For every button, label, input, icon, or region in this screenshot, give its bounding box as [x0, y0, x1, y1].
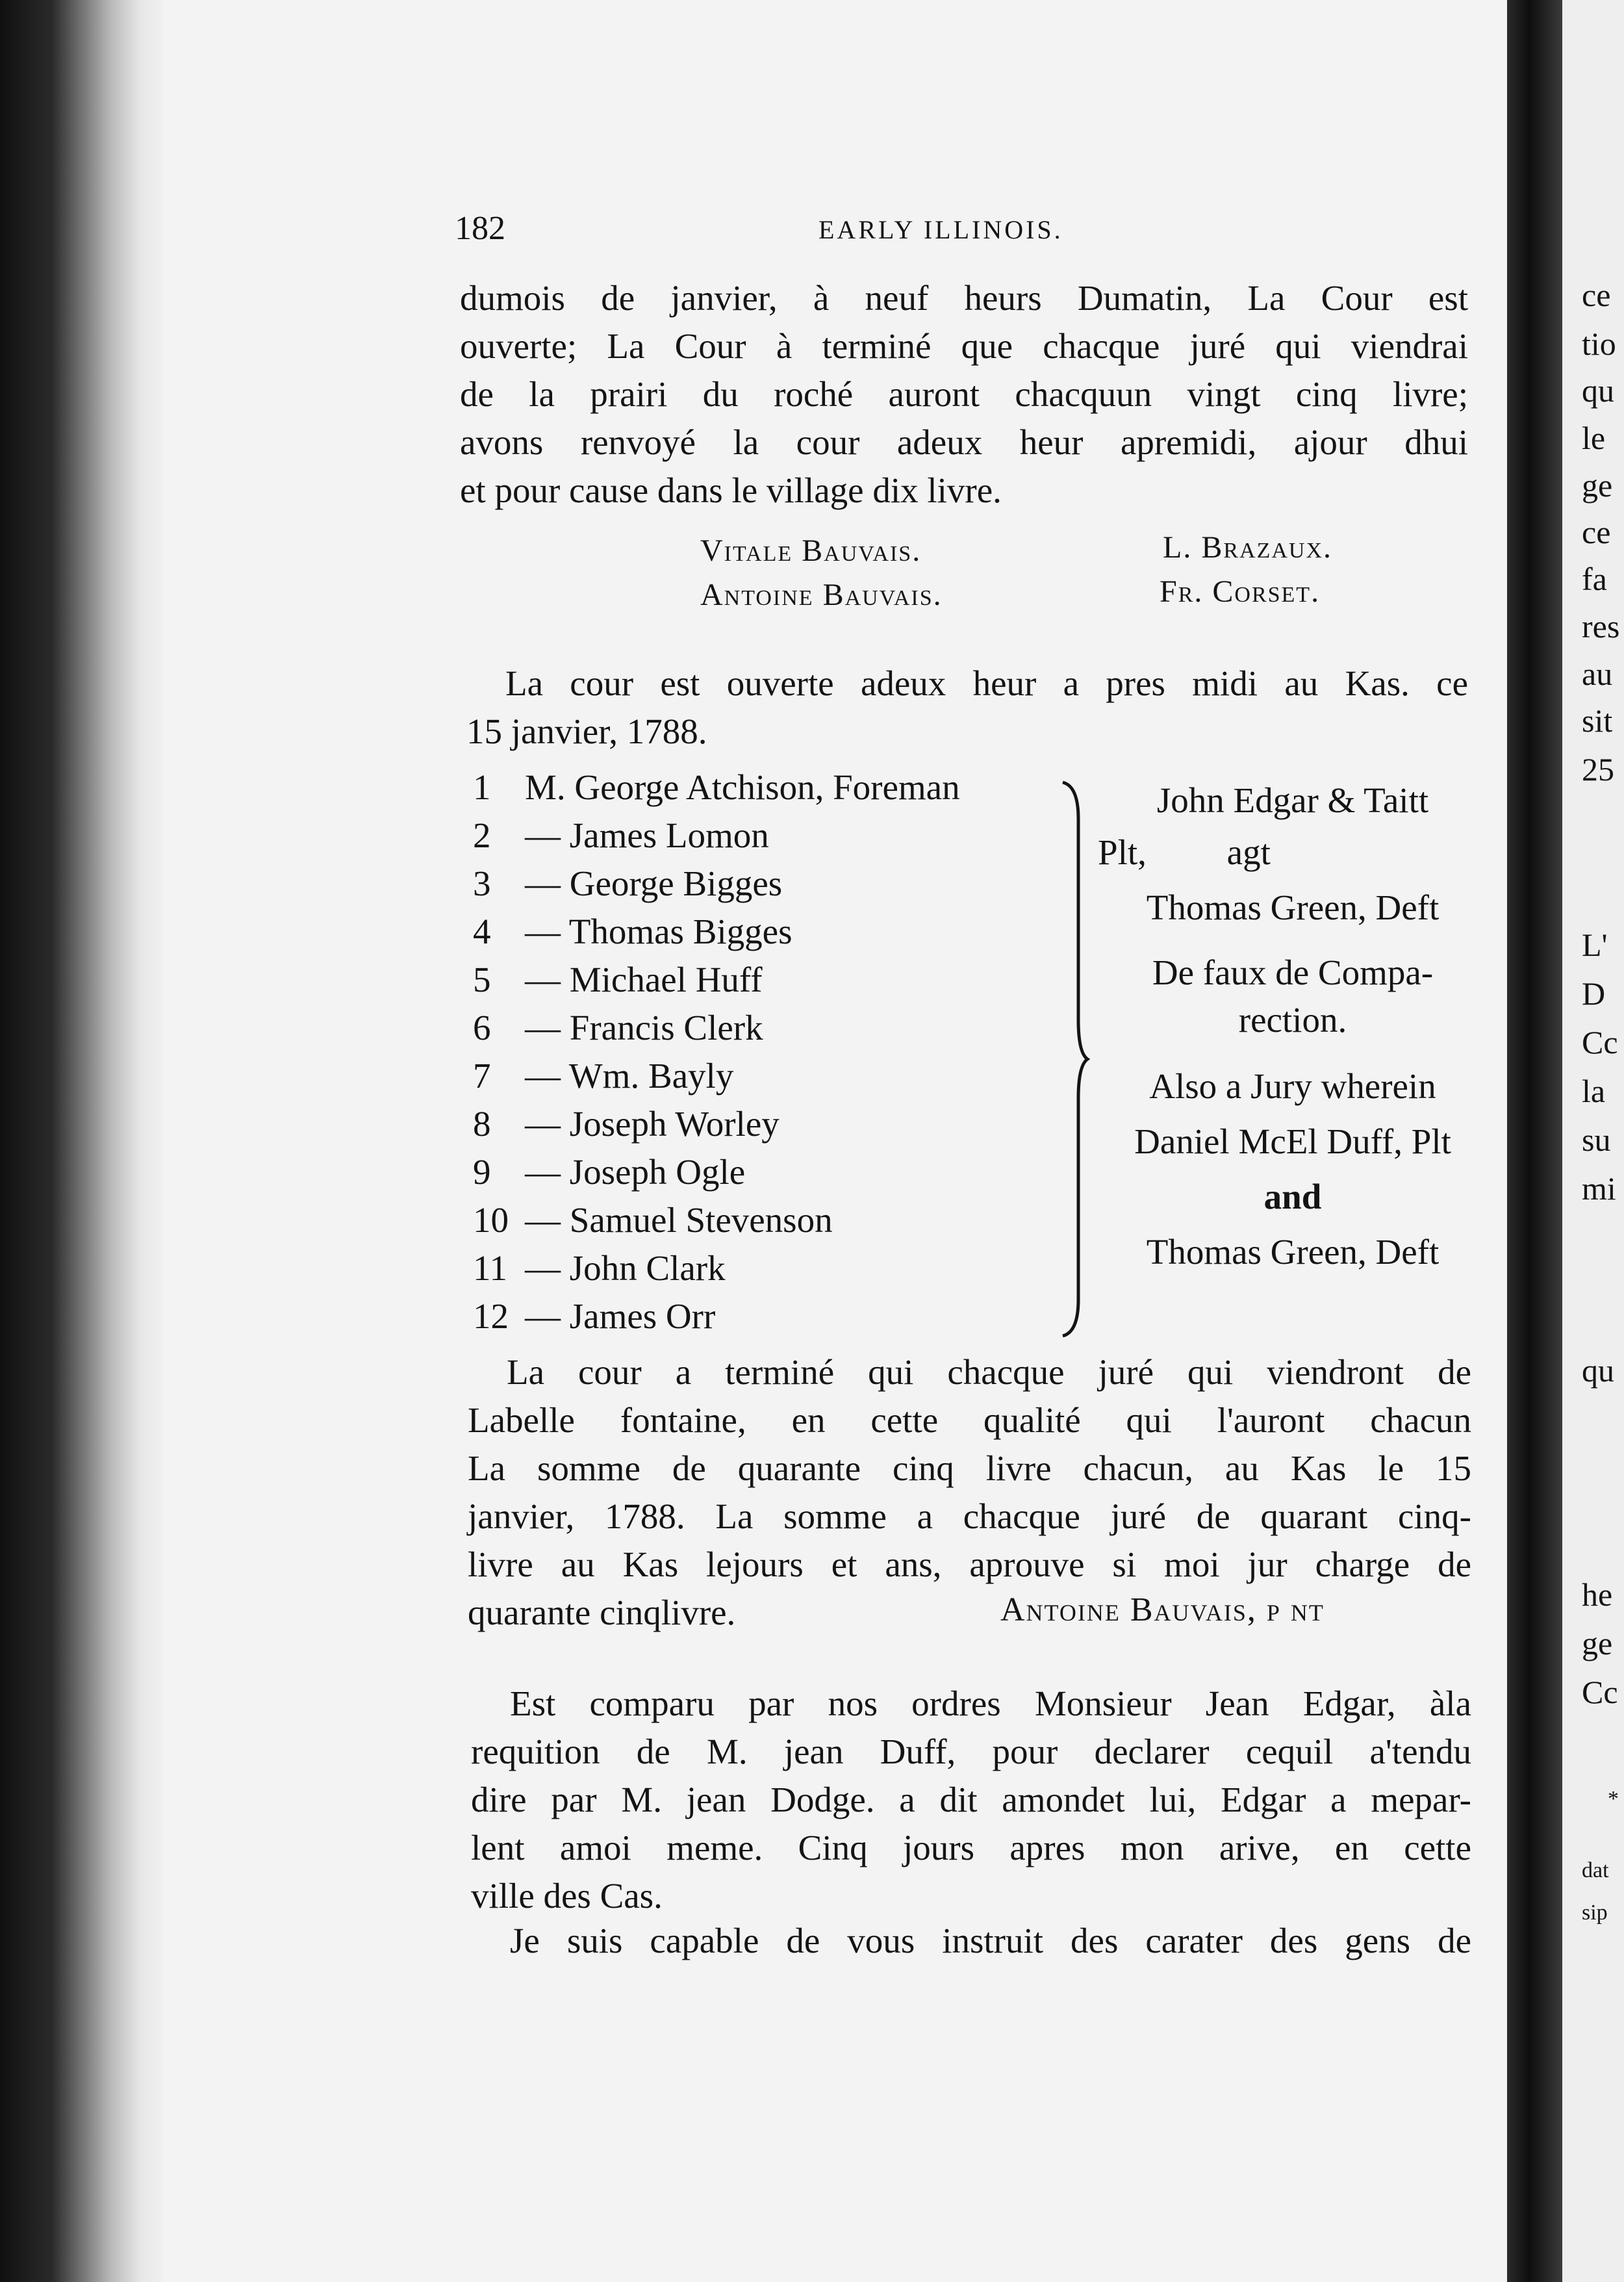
- text-line: de la prairi du roché auront chacquun vingt cinq livre;: [460, 374, 1468, 414]
- adjacent-text-fragment: L': [1582, 927, 1608, 963]
- paragraph-1: [460, 274, 1468, 515]
- juror-name: — James Lomon: [525, 815, 769, 855]
- signature-antoine-bauvais-president: Antoine Bauvais, p nt: [1000, 1591, 1325, 1628]
- juror-number: 6: [473, 1008, 491, 1047]
- juror-row: [473, 1199, 833, 1245]
- juror-row: [473, 1103, 780, 1149]
- adjacent-text-fragment: fa: [1582, 561, 1607, 597]
- adjacent-text-fragment: ce: [1582, 277, 1611, 313]
- running-title: EARLY ILLINOIS.: [818, 215, 1063, 244]
- adjacent-text-fragment: qu: [1582, 1352, 1614, 1389]
- case-line: De faux de Compa-: [1152, 953, 1434, 992]
- adjacent-text-fragment: dat: [1582, 1858, 1609, 1882]
- adjacent-text-fragment: Cc: [1582, 1024, 1618, 1060]
- case-line: and: [1263, 1177, 1322, 1216]
- page-number: 182: [455, 210, 505, 247]
- adjacent-text-fragment: qu: [1582, 372, 1614, 409]
- adjacent-text-fragment: D: [1582, 975, 1606, 1012]
- juror-number: 1: [473, 767, 491, 807]
- signature-antoine-bauvais: Antoine Bauvais.: [700, 578, 943, 612]
- text-line: Est comparu par nos ordres Monsieur Jean Edgar, àla: [510, 1684, 1471, 1723]
- text-line: Je suis capable de vous instruit des carater des gens de: [510, 1921, 1471, 1960]
- text-line: janvier, 1788. La somme a chacque juré de quarant cinq-: [468, 1496, 1471, 1536]
- case-agt: agt: [1226, 832, 1271, 872]
- juror-name: — James Orr: [525, 1296, 716, 1336]
- juror-name: — Francis Clerk: [525, 1008, 763, 1047]
- paragraph-5: [471, 1917, 1471, 1965]
- juror-row: [473, 815, 769, 860]
- juror-row: [473, 1007, 763, 1053]
- text-line: quarante cinqlivre.: [468, 1593, 736, 1632]
- juror-name: — Michael Huff: [525, 960, 763, 999]
- juror-row: [473, 1151, 745, 1197]
- adjacent-text-fragment: mi: [1582, 1170, 1616, 1207]
- juror-row: [473, 767, 960, 812]
- adjacent-text-fragment: he: [1582, 1576, 1613, 1613]
- juror-number: 8: [473, 1104, 491, 1144]
- juror-name: — George Bigges: [525, 864, 783, 903]
- adjacent-text-fragment: su: [1582, 1122, 1611, 1158]
- case-line: Daniel McEl Duff, Plt: [1134, 1122, 1451, 1161]
- text-line: dumois de janvier, à neuf heurs Dumatin, La Cour est: [460, 278, 1468, 318]
- case-line: Also a Jury wherein: [1149, 1066, 1436, 1106]
- adjacent-text-fragment: res: [1582, 608, 1620, 645]
- juror-number: 2: [473, 815, 491, 855]
- adjacent-text-fragment: 25: [1582, 751, 1614, 788]
- juror-row: [473, 1248, 726, 1293]
- case-plt: Plt,: [1098, 832, 1147, 872]
- text-line: lent amoi meme. Cinq jours apres mon arive, en cette: [471, 1828, 1471, 1867]
- adjacent-text-fragment: *: [1608, 1787, 1619, 1811]
- juror-name: — John Clark: [525, 1248, 726, 1288]
- juror-number: 12: [473, 1296, 509, 1336]
- adjacent-text-fragment: sip: [1582, 1901, 1608, 1925]
- text-line: et pour cause dans le village dix livre.: [460, 470, 1002, 510]
- book-spine-shadow: [1507, 0, 1562, 2282]
- juror-row: [473, 863, 782, 908]
- juror-name: — Joseph Ogle: [525, 1152, 746, 1192]
- adjacent-page: [1562, 0, 1624, 2282]
- juror-name: — Samuel Stevenson: [525, 1200, 833, 1240]
- paragraph-4: [471, 1680, 1471, 1920]
- adjacent-text-fragment: sit: [1582, 702, 1613, 739]
- juror-number: 11: [473, 1248, 507, 1288]
- juror-name: — Thomas Bigges: [525, 912, 793, 951]
- adjacent-text-fragment: ge: [1582, 1625, 1613, 1661]
- adjacent-text-fragment: Cc: [1582, 1674, 1618, 1710]
- text-line: La somme de quarante cinq livre chacun, au Kas le 15: [468, 1448, 1471, 1488]
- text-line: dire par M. jean Dodge. a dit amondet lui, Edgar a mepar-: [471, 1780, 1471, 1819]
- text-line: requition de M. jean Duff, pour declarer cequil a'tendu: [471, 1732, 1471, 1771]
- adjacent-text-fragment: la: [1582, 1073, 1606, 1109]
- page-header: [455, 209, 1468, 248]
- juror-row: [473, 1055, 733, 1101]
- text-line: 15 janvier, 1788.: [466, 712, 707, 751]
- adjacent-text-fragment: au: [1582, 656, 1613, 692]
- adjacent-text-fragment: ge: [1582, 467, 1613, 504]
- case-line: John Edgar & Taitt: [1156, 780, 1429, 820]
- juror-number: 3: [473, 864, 491, 903]
- signature-l-brazaux: L. Brazaux.: [1163, 530, 1332, 565]
- adjacent-text-fragment: le: [1582, 420, 1606, 456]
- text-line: ouverte; La Cour à terminé que chacque juré qui viendrai: [460, 326, 1468, 366]
- signature-fr-corset: Fr. Corset.: [1160, 574, 1321, 609]
- scan-left-margin: [0, 0, 162, 2282]
- juror-row: [473, 959, 763, 1005]
- juror-name: — Joseph Worley: [525, 1104, 780, 1144]
- adjacent-text-fragment: tio: [1582, 326, 1616, 362]
- curly-brace-icon: [1059, 780, 1091, 1339]
- text-line: ville des Cas.: [471, 1876, 663, 1916]
- juror-number: 4: [473, 912, 491, 951]
- paragraph-2: [466, 660, 1468, 756]
- juror-number: 9: [473, 1152, 491, 1192]
- juror-row: [473, 911, 792, 956]
- text-line: avons renvoyé la cour adeux heur apremidi, ajour dhui: [460, 422, 1468, 462]
- case-line: [1098, 832, 1488, 873]
- juror-number: 7: [473, 1056, 491, 1096]
- text-line: Labelle fontaine, en cette qualité qui l'auront chacun: [468, 1400, 1471, 1440]
- case-line: Thomas Green, Deft: [1146, 888, 1440, 927]
- case-line: Thomas Green, Deft: [1146, 1232, 1440, 1272]
- signature-vitale-bauvais: Vitale Bauvais.: [700, 533, 922, 568]
- juror-row: [473, 1296, 715, 1341]
- text-line: La cour a terminé qui chacque juré qui viendront de: [507, 1352, 1471, 1392]
- adjacent-text-fragment: ce: [1582, 514, 1611, 550]
- juror-number: 5: [473, 960, 491, 999]
- juror-name: M. George Atchison, Foreman: [525, 767, 960, 807]
- juror-number: 10: [473, 1200, 509, 1240]
- text-line: La cour est ouverte adeux heur a pres midi au Kas. ce: [505, 663, 1468, 703]
- text-line: livre au Kas lejours et ans, aprouve si moi jur charge de: [468, 1545, 1471, 1584]
- case-line: rection.: [1238, 1000, 1347, 1040]
- juror-name: — Wm. Bayly: [525, 1056, 734, 1096]
